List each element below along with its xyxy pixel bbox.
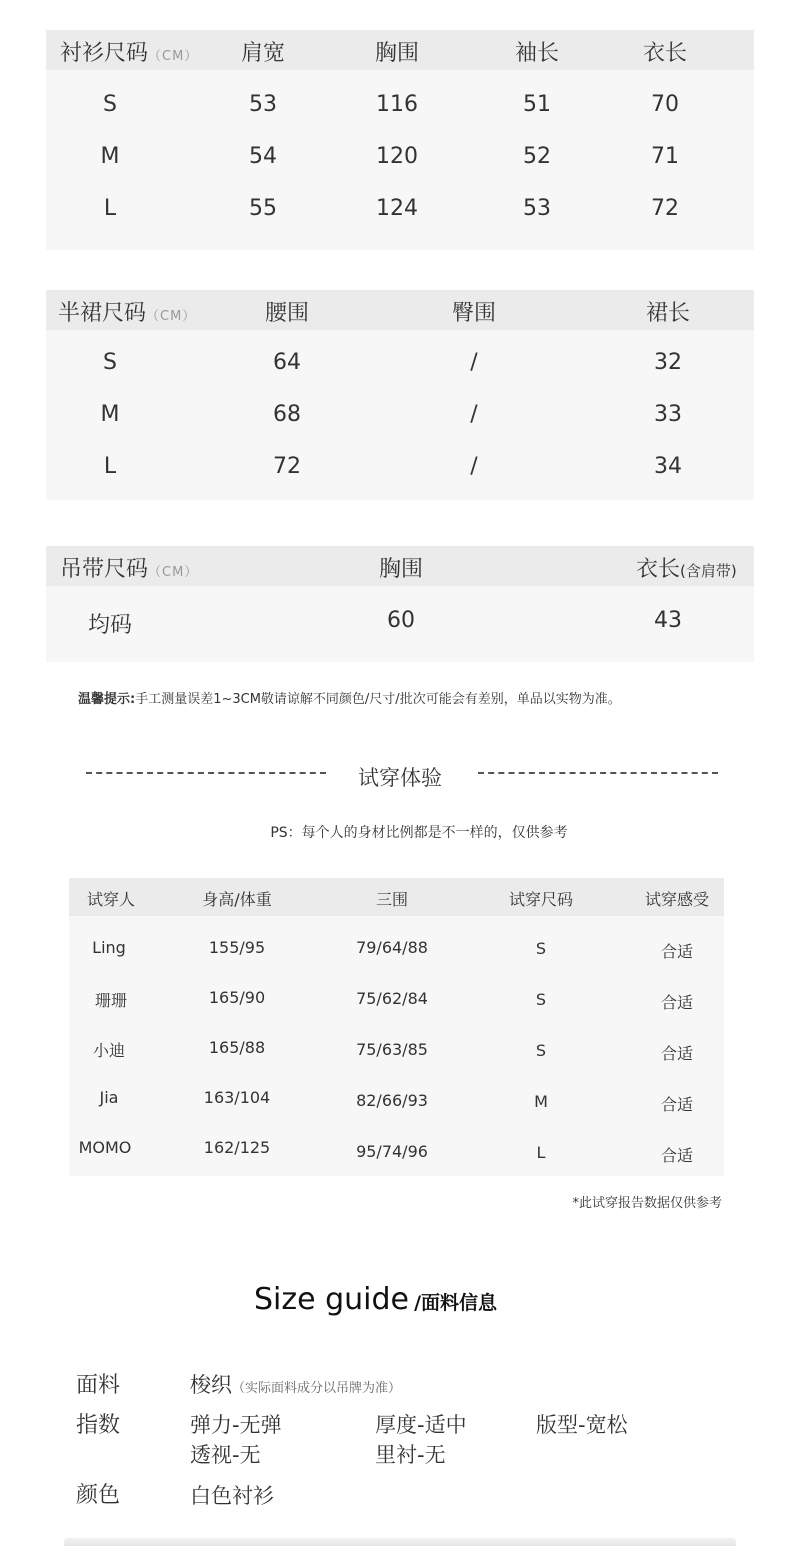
fabric-material-note: （实际面料成分以吊牌为准） [232,1381,402,1396]
tryon-col-height-weight: 身高/体重 [202,890,272,909]
shirt-col-shoulder: 肩宽 [240,41,286,66]
tryon-cell: 162/125 [203,1138,271,1157]
tryon-col-size: 试穿尺码 [508,890,574,909]
camisole-cell: 60 [387,608,415,633]
shirt-cell: 120 [376,144,418,169]
tryon-cell: S [535,939,547,958]
camisole-cell: 43 [654,608,682,633]
tryon-ps: PS：每个人的身材比例都是不一样的，仅供参考 [270,825,568,841]
tryon-cell: Jia [99,1088,119,1107]
shirt-row-size: S [103,92,117,117]
unit-label: （CM） [148,49,199,64]
camisole-col-length-note: (含肩带) [680,562,737,580]
fabric-index-value: 里衬-无 [375,1443,446,1467]
tryon-cell: 合适 [660,1146,694,1165]
shirt-cell: 51 [523,92,551,117]
shirt-cell: 55 [249,196,277,221]
skirt-col-waist: 腰围 [264,301,310,326]
shirt-cell: 52 [523,144,551,169]
fabric-material-value: 梭织 [190,1373,232,1397]
bottom-fade-strip [64,1538,736,1546]
shirt-col-sleeve: 袖长 [514,41,560,66]
unit-label: （CM） [148,565,199,580]
unit-label: （CM） [146,309,197,324]
tryon-table [69,878,724,1176]
shirt-cell: 124 [376,196,418,221]
skirt-cell: / [470,454,478,479]
warm-tip [78,688,621,707]
tryon-col-feeling: 试穿感受 [644,890,710,909]
shirt-table-title: 衬衫尺码（CM） [60,41,199,66]
tryon-cell: 165/90 [208,988,266,1007]
size-guide-heading [254,1282,497,1317]
tryon-col-measurements: 三围 [375,890,409,909]
dashed-divider-left [86,772,326,774]
fabric-color-label: 颜色 [76,1483,121,1508]
tryon-cell: 75/62/84 [356,989,428,1008]
tryon-col-person: 试穿人 [86,890,136,909]
fabric-index-label: 指数 [76,1413,121,1438]
tryon-cell: 合适 [660,993,694,1012]
fabric-index-value: 厚度-适中 [375,1413,467,1437]
tryon-cell: MOMO [78,1138,132,1157]
shirt-cell: 53 [523,196,551,221]
skirt-table-title: 半裙尺码（CM） [58,301,197,326]
tryon-cell: 合适 [660,942,694,961]
tryon-cell: 79/64/88 [356,938,428,957]
warm-tip-label: 温馨提示: [78,692,136,707]
skirt-cell: 32 [654,350,682,375]
tryon-cell: 155/95 [208,938,266,957]
skirt-cell: 64 [273,350,301,375]
tryon-cell: 75/63/85 [356,1040,428,1059]
size-guide-title: Size guide [254,1282,410,1317]
skirt-cell: 68 [273,402,301,427]
skirt-cell: 33 [654,402,682,427]
camisole-col-chest: 胸围 [378,557,424,582]
skirt-size-table [46,290,754,500]
warm-tip-text: 手工测量误差1~3CM敬请谅解不同颜色/尺寸/批次可能会有差别，单品以实物为准。 [135,692,621,707]
camisole-table-title: 吊带尺码（CM） [60,557,199,582]
dashed-divider-right [478,772,718,774]
tryon-cell: 82/66/93 [356,1091,428,1110]
tryon-cell: 合适 [660,1044,694,1063]
tryon-cell: Ling [92,938,126,957]
shirt-size-table [46,30,754,250]
shirt-cell: 71 [651,144,679,169]
tryon-cell: 95/74/96 [356,1142,428,1161]
size-guide-subtitle: /面料信息 [414,1292,498,1314]
skirt-cell: / [470,402,478,427]
tryon-cell: 珊珊 [94,991,128,1010]
tryon-cell: L [536,1143,546,1162]
tryon-cell: S [535,990,547,1009]
shirt-row-size: L [103,196,117,221]
shirt-col-length: 衣长 [642,41,688,66]
tryon-cell: 合适 [660,1095,694,1114]
skirt-col-hip: 臀围 [451,301,497,326]
camisole-size-table [46,546,754,662]
tryon-title: 试穿体验 [358,766,442,790]
fabric-material [190,1369,401,1399]
skirt-cell: 34 [654,454,682,479]
fabric-index-value: 弹力-无弹 [190,1413,282,1437]
fabric-material-label: 面料 [76,1373,121,1398]
fabric-index-value: 版型-宽松 [536,1413,628,1437]
shirt-cell: 116 [376,92,418,117]
shirt-cell: 54 [249,144,277,169]
skirt-cell: 72 [273,454,301,479]
tryon-cell: 163/104 [203,1088,271,1107]
tryon-cell: 165/88 [208,1038,266,1057]
shirt-row-size: M [100,144,120,169]
shirt-cell: 72 [651,196,679,221]
shirt-cell: 70 [651,92,679,117]
skirt-cell: / [470,350,478,375]
camisole-row-size: 均码 [87,613,133,638]
fabric-index-value: 透视-无 [190,1443,261,1467]
tryon-cell: M [534,1092,548,1111]
camisole-col-length: 衣长(含肩带) [636,557,737,582]
skirt-row-size: L [103,454,117,479]
tryon-cell: 小迪 [92,1041,126,1060]
skirt-col-length: 裙长 [645,301,691,326]
tryon-footnote: *此试穿报告数据仅供参考 [572,1196,722,1211]
shirt-cell: 53 [249,92,277,117]
skirt-row-size: M [100,402,120,427]
shirt-col-chest: 胸围 [374,41,420,66]
tryon-cell: S [535,1041,547,1060]
skirt-row-size: S [103,350,117,375]
fabric-color-value: 白色衬衫 [190,1484,274,1508]
